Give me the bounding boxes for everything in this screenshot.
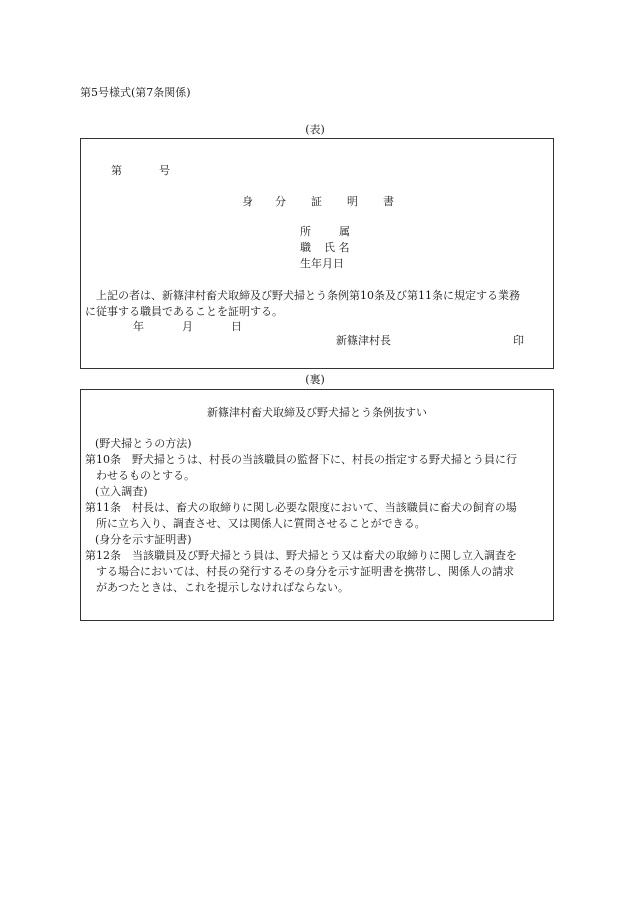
field-affiliation-c2: 属 xyxy=(339,225,350,238)
field-position-c1: 職 xyxy=(300,241,311,254)
back-title: 新篠津村畜犬取締及び野犬掃とう条例抜すい xyxy=(207,406,427,419)
number-suffix: 号 xyxy=(159,164,170,177)
field-position-c2: 氏 名 xyxy=(324,241,350,254)
seal-mark: 印 xyxy=(513,334,524,347)
field-birthdate: 生年月日 xyxy=(300,257,344,270)
back-section-label: (裏) xyxy=(305,373,325,386)
heading-wild-dog-method: (野犬掃とうの方法) xyxy=(95,437,192,450)
article-12-line-2: する場合においては、村長の発行するその身分を示す証明書を携帯し、関係人の請求 xyxy=(96,565,514,578)
date-year: 年 xyxy=(133,320,144,333)
number-prefix: 第 xyxy=(111,164,122,177)
front-card xyxy=(80,138,554,369)
article-12-line-1: 第12条 当該職員及び野犬掃とう員は、野犬掃とう又は畜犬の取締りに関し立入調査を xyxy=(85,549,517,562)
article-10-line-2: わせるものとする。 xyxy=(96,469,195,482)
field-affiliation-c1: 所 xyxy=(300,225,311,238)
article-10-line-1: 第10条 野犬掃とうは、村長の当該職員の監督下に、村長の指定する野犬掃とう員に行 xyxy=(85,453,517,466)
front-title-char-4: 明 xyxy=(347,195,358,208)
article-12-line-3: があつたときは、これを提示しなければならない。 xyxy=(96,581,349,594)
article-11-line-1: 第11条 村長は、畜犬の取締りに関し必要な限度において、当該職員に畜犬の飼育の場 xyxy=(85,501,517,514)
issuer: 新篠津村長 xyxy=(336,334,391,347)
article-11-line-2: 所に立ち入り、調査させ、又は関係人に質問させることができる。 xyxy=(96,517,426,530)
heading-id-certificate: (身分を示す証明書) xyxy=(95,533,192,546)
front-section-label: (表) xyxy=(305,123,325,136)
form-label: 第5号様式(第7条関係) xyxy=(80,86,191,99)
back-card xyxy=(80,389,554,621)
date-day: 日 xyxy=(231,320,242,333)
heading-inspection: (立入調査) xyxy=(95,485,148,498)
front-title-char-2: 分 xyxy=(275,195,286,208)
front-title-char-3: 証 xyxy=(311,195,322,208)
statement-line-2: に従事する職員であることを証明する。 xyxy=(85,305,283,318)
front-title-char-5: 書 xyxy=(383,195,394,208)
front-title-char-1: 身 xyxy=(242,195,253,208)
date-month: 月 xyxy=(182,320,193,333)
statement-line-1: 上記の者は、新篠津村畜犬取締及び野犬掃とう条例第10条及び第11条に規定する業務 xyxy=(96,289,520,302)
